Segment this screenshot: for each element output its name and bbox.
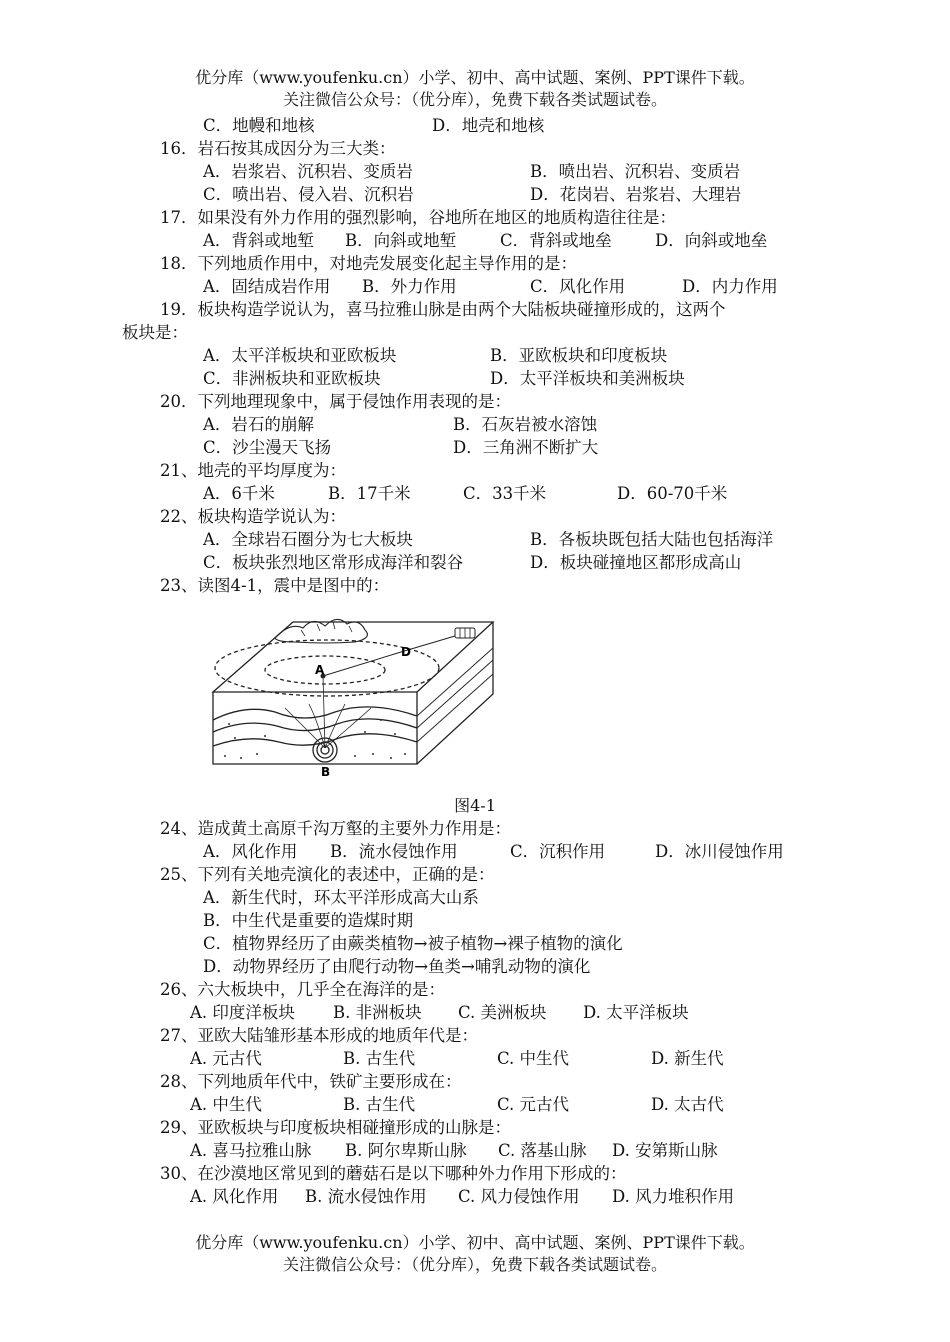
q19-option-d: D．太平洋板块和美洲板块: [490, 369, 685, 388]
q24-stem: 24、造成黄土高原千沟万壑的主要外力作用是：: [160, 819, 511, 838]
q20-stem: 20．下列地理现象中，属于侵蚀作用表现的是：: [160, 392, 511, 411]
q28-option-d: D. 太古代: [651, 1095, 724, 1114]
q16-option-b: B．喷出岩、沉积岩、变质岩: [530, 162, 741, 181]
q30-option-b: B. 流水侵蚀作用: [305, 1187, 427, 1206]
header-line-2: 关注微信公众号：（优分库），免费下载各类试题试卷。: [282, 90, 667, 109]
q20-option-a: A．岩石的崩解: [203, 415, 314, 434]
isoseismal-inner: [265, 656, 385, 684]
seismic-rays: [285, 676, 371, 748]
q29-option-a: A. 喜马拉雅山脉: [190, 1141, 312, 1160]
q29-option-d: D. 安第斯山脉: [612, 1141, 718, 1160]
q24-option-b: B．流水侵蚀作用: [330, 842, 458, 861]
q18-option-a: A．固结成岩作用: [203, 277, 331, 296]
label-b: B: [321, 765, 331, 779]
q20-option-c: C．沙尘漫天飞扬: [203, 438, 332, 457]
q29-stem: 29、亚欧板块与印度板块相碰撞形成的山脉是：: [160, 1118, 511, 1137]
q27-option-d: D. 新生代: [651, 1049, 724, 1068]
q27-option-a: A. 元古代: [190, 1049, 262, 1068]
footer-line-2: 关注微信公众号：（优分库），免费下载各类试题试卷。: [282, 1255, 667, 1274]
q22-option-b: B．各板块既包括大陆也包括海洋: [530, 530, 774, 549]
q27-stem: 27、亚欧大陆雏形基本形成的地质年代是：: [160, 1026, 478, 1045]
q15-option-c: C．地幔和地核: [203, 116, 315, 135]
footer-line-1: 优分库（www.youfenku.cn）小学、初中、高中试题、案例、PPT课件下载。: [195, 1233, 755, 1252]
q22-option-c: C．板块张烈地区常形成海洋和裂谷: [203, 553, 464, 572]
q17-option-a: A．背斜或地堑: [203, 231, 314, 250]
q28-stem: 28、下列地质年代中，铁矿主要形成在：: [160, 1072, 462, 1091]
q17-option-b: B．向斜或地堑: [345, 231, 457, 250]
q18-option-c: C．风化作用: [530, 277, 626, 296]
q30-option-a: A. 风化作用: [190, 1187, 279, 1206]
q16-option-c: C．喷出岩、侵入岩、沉积岩: [203, 185, 414, 204]
q29-option-c: C. 落基山脉: [498, 1141, 587, 1160]
q26-option-a: A. 印度洋板块: [190, 1003, 295, 1022]
q26-stem: 26、六大板块中，几乎全在海洋的是：: [160, 980, 445, 999]
q22-option-d: D．板块碰撞地区都形成高山: [530, 553, 742, 572]
label-a: A: [315, 663, 325, 677]
q30-stem: 30、在沙漠地区常见到的蘑菇石是以下哪种外力作用下形成的：: [160, 1164, 627, 1183]
q28-option-b: B. 古生代: [343, 1095, 416, 1114]
q19-option-a: A．太平洋板块和亚欧板块: [203, 346, 397, 365]
q17-option-d: D．向斜或地垒: [655, 231, 768, 250]
q28-option-c: C. 元古代: [497, 1095, 570, 1114]
q23-stem: 23、读图4-1，震中是图中的：: [160, 576, 390, 595]
mountain-outline: [275, 619, 367, 643]
q18-option-d: D．内力作用: [682, 277, 778, 296]
q30-option-c: C. 风力侵蚀作用: [458, 1187, 580, 1206]
label-d: D: [401, 645, 411, 659]
q19-stem: 19．板块构造学说认为，喜马拉雅山脉是由两个大陆板块碰撞形成的，这两个: [160, 300, 726, 319]
q22-option-a: A．全球岩石圈分为七大板块: [203, 530, 413, 549]
q21-option-d: D．60-70千米: [617, 484, 728, 503]
q19-option-b: B．亚欧板块和印度板块: [490, 346, 668, 365]
q21-option-b: B．17千米: [328, 484, 411, 503]
q18-stem: 18．下列地质作用中，对地壳发展变化起主导作用的是：: [160, 254, 577, 273]
q16-stem: 16．岩石按其成因分为三大类：: [160, 139, 396, 158]
q26-option-c: C. 美洲板块: [458, 1003, 547, 1022]
figure-caption: 图4-1: [454, 796, 496, 815]
q17-option-c: C．背斜或地垒: [500, 231, 612, 250]
line-a-to-d: [323, 636, 455, 676]
q20-option-d: D．三角洲不断扩大: [453, 438, 599, 457]
side-strata: [417, 648, 493, 742]
q21-option-a: A．6千米: [203, 484, 275, 503]
q22-stem: 22、板块构造学说认为：: [160, 507, 346, 526]
q26-option-d: D. 太平洋板块: [583, 1003, 689, 1022]
q16-option-a: A．岩浆岩、沉积岩、变质岩: [203, 162, 413, 181]
q24-option-a: A．风化作用: [203, 842, 298, 861]
q21-option-c: C．33千米: [463, 484, 547, 503]
q30-option-d: D. 风力堆积作用: [612, 1187, 735, 1206]
q27-option-c: C. 中生代: [497, 1049, 570, 1068]
q26-option-b: B. 非洲板块: [333, 1003, 422, 1022]
block-front-face: [213, 692, 417, 764]
q19-stem-continued: 板块是：: [122, 323, 188, 342]
q18-option-b: B．外力作用: [362, 277, 457, 296]
q25-option-d: D．动物界经历了由爬行动物→鱼类→哺乳动物的演化: [203, 957, 591, 976]
q28-option-a: A. 中生代: [190, 1095, 262, 1114]
q25-option-b: B．中生代是重要的造煤时期: [203, 911, 414, 930]
q20-option-b: B．石灰岩被水溶蚀: [453, 415, 598, 434]
q25-stem: 25、下列有关地壳演化的表述中，正确的是：: [160, 865, 495, 884]
q29-option-b: B. 阿尔卑斯山脉: [345, 1141, 467, 1160]
q19-option-c: C．非洲板块和亚欧板块: [203, 369, 381, 388]
q24-option-c: C．沉积作用: [510, 842, 606, 861]
q21-stem: 21、地壳的平均厚度为：: [160, 461, 346, 480]
q25-option-a: A．新生代时，环太平洋形成高大山系: [203, 888, 479, 907]
q24-option-d: D．冰川侵蚀作用: [655, 842, 784, 861]
q15-option-d: D．地壳和地核: [432, 116, 545, 135]
q27-option-b: B. 古生代: [343, 1049, 416, 1068]
header-line-1: 优分库（www.youfenku.cn）小学、初中、高中试题、案例、PPT课件下载。: [195, 68, 755, 87]
q17-stem: 17．如果没有外力作用的强烈影响，谷地所在地区的地质构造往往是：: [160, 208, 676, 227]
q16-option-d: D．花岗岩、岩浆岩、大理岩: [530, 185, 742, 204]
q25-option-c: C．植物界经历了由蕨类植物→被子植物→裸子植物的演化: [203, 934, 623, 953]
stratum-2: [213, 719, 417, 732]
block-side-face: [417, 622, 493, 764]
figure-4-1-earthquake-diagram: [205, 608, 505, 786]
